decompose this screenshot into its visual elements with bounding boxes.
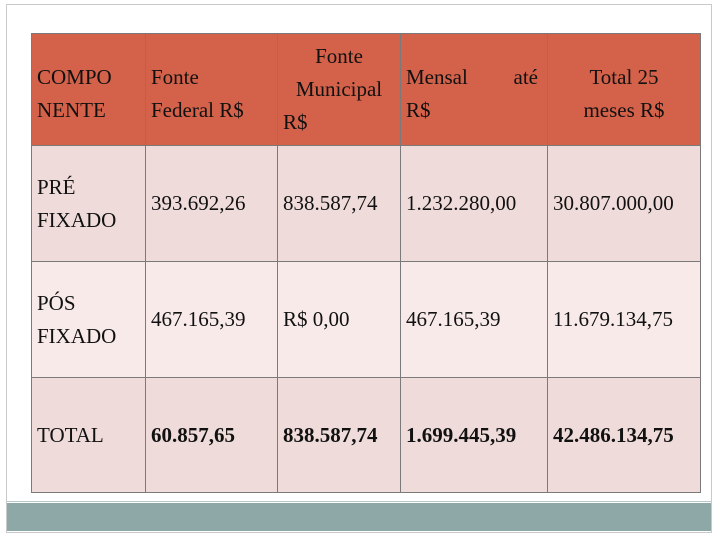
cell-federal: 393.692,26	[146, 146, 278, 262]
footer-bar	[7, 503, 711, 531]
cell-mensal: 1.232.280,00	[401, 146, 548, 262]
row-label	[32, 378, 146, 493]
row-label-text: FIXADO	[37, 323, 117, 348]
cell-total: 30.807.000,00	[548, 146, 701, 262]
row-label	[32, 146, 146, 262]
header-text: Mensal	[406, 65, 468, 89]
header-componente	[32, 34, 146, 146]
cell-total: 11.679.134,75	[548, 262, 701, 378]
header-text: Fonte	[315, 44, 363, 68]
header-text: Fonte	[151, 65, 199, 89]
header-text: até	[513, 65, 538, 89]
row-label-text: TOTAL	[37, 422, 104, 447]
header-fonte-municipal	[278, 34, 401, 146]
row-label-text: FIXADO	[37, 207, 117, 232]
cell-mensal: 1.699.445,39	[401, 378, 548, 493]
header-text: Municipal	[295, 77, 383, 101]
header-text: meses R$	[583, 98, 665, 122]
table-row-total	[32, 378, 701, 493]
row-label	[32, 262, 146, 378]
header-text: COMPO	[37, 65, 112, 89]
cell-total: 42.486.134,75	[548, 378, 701, 493]
header-text: R$	[406, 98, 431, 122]
cell-mensal: 467.165,39	[401, 262, 548, 378]
cost-table	[31, 33, 701, 493]
row-label-text: PRÉ	[37, 174, 76, 199]
table-row	[32, 262, 701, 378]
header-row	[32, 34, 701, 146]
header-text: NENTE	[37, 98, 106, 122]
row-label-text: PÓS	[37, 290, 76, 315]
header-text: R$	[283, 110, 308, 134]
table-row	[32, 146, 701, 262]
cell-municipal: 838.587,74	[278, 378, 401, 493]
header-mensal	[401, 34, 548, 146]
cell-federal: 467.165,39	[146, 262, 278, 378]
header-total-25-meses	[548, 34, 701, 146]
cell-federal: 60.857,65	[146, 378, 278, 493]
header-fonte-federal	[146, 34, 278, 146]
cell-municipal: R$ 0,00	[278, 262, 401, 378]
header-mensal-line	[406, 61, 542, 94]
cell-municipal: 838.587,74	[278, 146, 401, 262]
header-text: Federal R$	[151, 98, 244, 122]
footer-divider	[7, 501, 711, 502]
header-text: Total 25	[589, 65, 659, 89]
